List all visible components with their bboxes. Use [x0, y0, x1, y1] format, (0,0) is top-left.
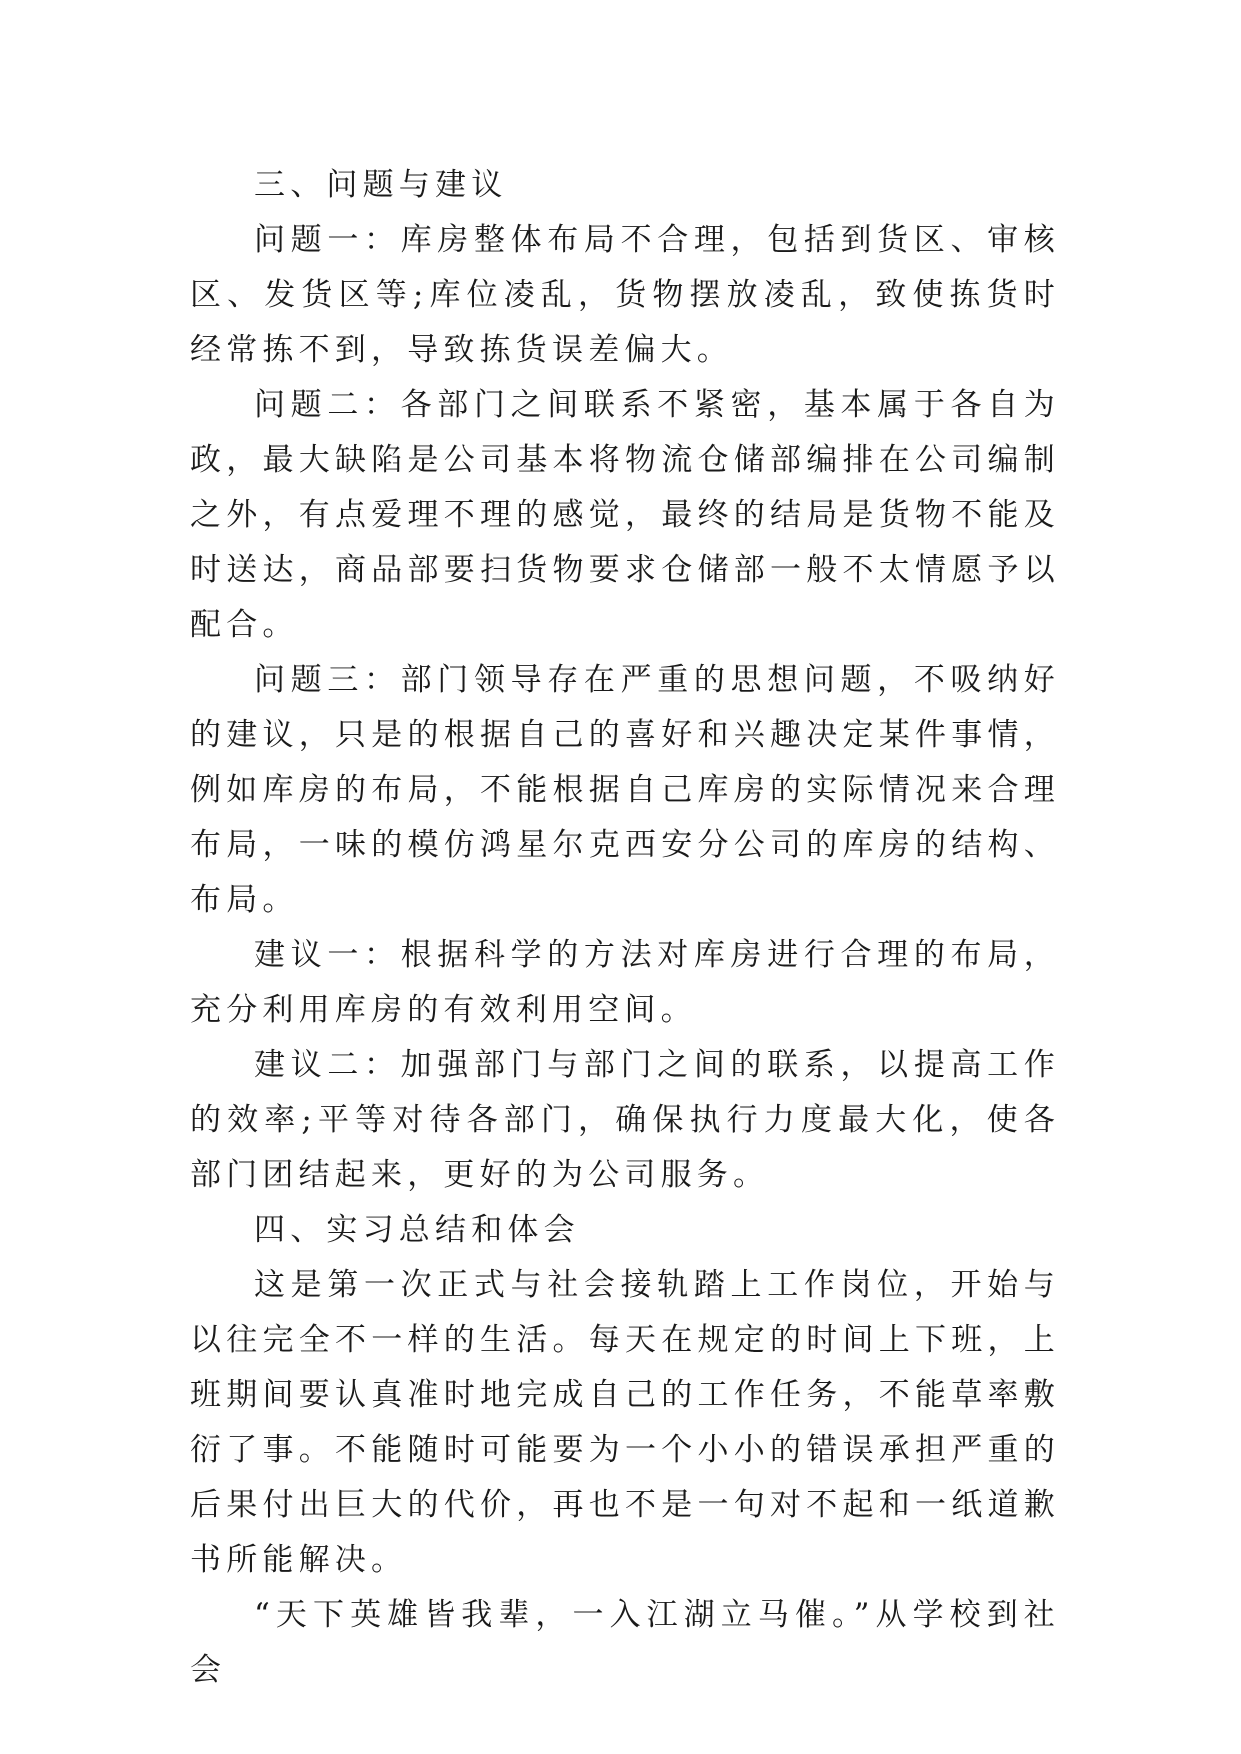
- paragraph-summary-2: “天下英雄皆我辈，一入江湖立马催。”从学校到社会: [190, 1597, 1060, 1688]
- document-body: [190, 158, 1060, 1698]
- paragraph-summary-1: 这是第一次正式与社会接轨踏上工作岗位，开始与以往完全不一样的生活。每天在规定的时间上下班，上班期间要认真准时地完成自己的工作任务，不能草率敷衍了事。不能随时可能要为一个小小的错误承担严重的后果付出巨大的代价，再也不是一句对不起和一纸道歉书所能解决。: [190, 1267, 1060, 1578]
- paragraph-problem-3: 问题三：部门领导存在严重的思想问题，不吸纳好的建议，只是的根据自己的喜好和兴趣决定某件事情，例如库房的布局，不能根据自己库房的实际情况来合理布局，一味的模仿鸿星尔克西安分公司的库房的结构、布局。: [190, 662, 1060, 918]
- paragraph-suggestion-1: 建议一：根据科学的方法对库房进行合理的布局，充分利用库房的有效利用空间。: [190, 937, 1060, 1028]
- section-heading-problems: 三、问题与建议: [254, 167, 508, 203]
- section-heading-summary: 四、实习总结和体会: [254, 1212, 580, 1248]
- paragraph-suggestion-2: 建议二：加强部门与部门之间的联系，以提高工作的效率;平等对待各部门，确保执行力度最大化，使各部门团结起来，更好的为公司服务。: [190, 1047, 1060, 1193]
- paragraph-problem-1: 问题一：库房整体布局不合理，包括到货区、审核区、发货区等;库位凌乱，货物摆放凌乱，致使拣货时经常拣不到，导致拣货误差偏大。: [190, 222, 1060, 368]
- paragraph-problem-2: 问题二：各部门之间联系不紧密，基本属于各自为政，最大缺陷是公司基本将物流仓储部编排在公司编制之外，有点爱理不理的感觉，最终的结局是货物不能及时送达，商品部要扫货物要求仓储部一般不太情愿予以配合。: [190, 387, 1060, 643]
